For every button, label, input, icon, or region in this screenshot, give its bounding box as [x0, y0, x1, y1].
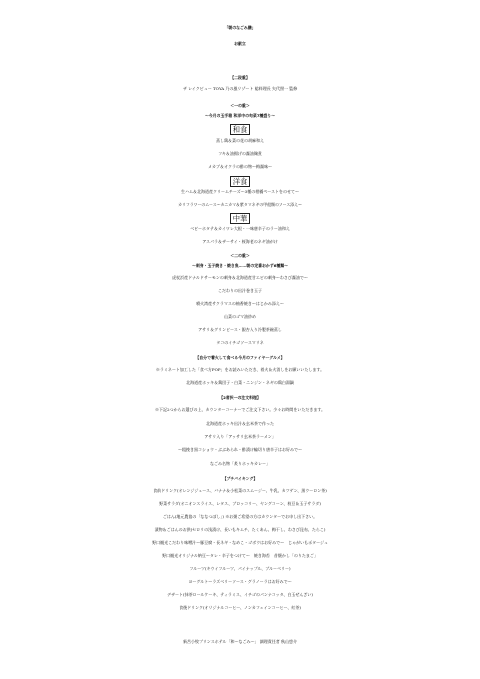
wa-item: メカブ＆オクラの酢の物～梅醤味～ — [208, 164, 272, 169]
nidan-heading: 【二段重】 — [230, 75, 250, 80]
choice-option-1-line1: 北海道産ホッキ出汁＆玄米茶で作った — [206, 421, 274, 426]
ni-item: タコのイチゴソースマリネ — [216, 340, 264, 345]
ni-item: 噴火湾産サクラマスの柚香焼き～はじかみ添え～ — [196, 301, 284, 306]
ni-item: 山菜のゴマ油炒め — [224, 314, 256, 319]
choice-heading: 【2者択一の注文料理】 — [219, 395, 261, 400]
footer-credit: 新苫小牧プリンスホテル「和～なごみ～」 調理責任者 秋山悠介 — [182, 639, 298, 644]
ni-item: 虎杖浜産ドナルドサーモンの刺身＆北海道産甘エビの刺身～わさび醤油で～ — [172, 275, 308, 280]
menu-title-line1: 「朝のなごみ膳」 — [224, 25, 256, 30]
label-chu: 中華 — [230, 213, 251, 224]
wa-item: フキ＆油揚げの醤油麹煮 — [218, 151, 262, 156]
fire-heading: 【自分で着火して食べる今月のファイヤーグルメ】 — [195, 355, 285, 360]
ni-subheading: ～刺身・玉子焼き・焼き魚……朝の定番おかず6種類～ — [191, 263, 289, 268]
chu-item: アスパラ＆ザーサイ・桜海老のネギ油がけ — [202, 239, 278, 244]
petit-item: 食前ドリンク(オレンジジュース、バナナ＆小松菜のスムージー、牛乳、カツゲン、黒ウーロン茶) — [153, 488, 327, 493]
yo-item: カリフラワーのムース～カニカマ＆紫タマネギの甲殻類のソース添え～ — [178, 202, 302, 207]
choice-option-1-line2: アサリ入り「アッサリ玄米茶ラーメン」 — [204, 434, 276, 439]
petit-item: 野口観光オリジナル納豆～タレ・辛子をつけて～ 焼き海苔 昔懐かし「のりたまご」 — [162, 553, 318, 558]
ichi-subheading: ～今月の玉手箱 和洋中の旬菜7種盛り～ — [204, 113, 276, 118]
petit-heading: 【プチバイキング】 — [222, 476, 258, 481]
petit-item: ごはん(地元農協の「ななつぼし」) ※お粥ご希望の方はカウンターでお申し出下さい。 — [162, 514, 318, 519]
petit-item: 野口観光こだわり味噌汁～豚豆腐・長ネギ・なめこ・ゴボウはお好みで～ じゃがいもポタージュ — [152, 540, 328, 545]
petit-item: 漬物＆ごはんのお供(セロリの浅漬け、長いもキムチ、たくあん、梅干し、わさび昆布、たらこ) — [154, 527, 326, 532]
petit-item: ヨーグルト～ラズベリーソース・グラノーラはお好みで～ — [188, 579, 292, 584]
petit-item: フルーツ(キウイフルーツ、パイナップル、ブルーベリー) — [189, 566, 291, 571]
petit-item: 食後ドリンク(オリジナルコーヒー、ノンカフェインコーヒー、紅茶) — [179, 605, 301, 610]
yo-item: 生ハム＆北海道産クリームチーズ～3種の柑橘ペーストをのせて～ — [180, 189, 300, 194]
choice-option-1-line3: ～粗挽き黒コショウ・ぶぶあられ・酢漬け輪切り唐辛子はお好みで～ — [178, 447, 302, 452]
label-yo: 洋食 — [230, 176, 251, 187]
label-wa: 和食 — [230, 124, 251, 135]
ichi-heading: ＜一の重＞ — [230, 103, 250, 108]
fire-item: 北海道産ホッキ＆鶏団子・白菜・ニンジン・ネギの鶏白湯鍋 — [186, 380, 294, 385]
chu-item: ベビーホタテ＆カイワレ大根・一味唐辛子のラー油和え — [190, 226, 290, 231]
label-wa-row — [0, 124, 480, 135]
wa-item: 蒸し鶏＆菜の花の胡麻和え — [216, 138, 264, 143]
supervisor-credit: ザ レイクビュー TOYA 乃の風リゾート 総料理長 矢代照一 監修 — [182, 86, 298, 91]
ni-item: アサリ＆グリンピース・銀杏入り冷製茶碗蒸し — [198, 327, 282, 332]
label-yo-row — [0, 176, 480, 187]
choice-option-2: なごみ名物「炙りホッキカレー」 — [210, 461, 270, 466]
petit-item: 野菜サラダ(オニオンスライス、レタス、ブロッコリー、ヤングコーン、枝豆＆玉子サラダ) — [159, 501, 321, 506]
fire-note: ※ラミネート加工した「食べ方POP」をお読みいただき、着火＆火消しをお願いいたします。 — [155, 367, 325, 372]
menu-title-line2: お献立 — [234, 41, 246, 46]
ni-heading: ＜二の重＞ — [230, 253, 250, 258]
label-chu-row — [0, 213, 480, 224]
petit-item: デザート(抹茶ロールケーキ、ティラミス、イチゴのパンナコッタ、白玉ぜんざい) — [167, 592, 313, 597]
choice-note: ※下記2つからお選びの上、カウンターコーナーでご注文下さい。少々お時間をいただきます。 — [154, 407, 326, 412]
ni-item: こだわりの出汁巻き玉子 — [218, 288, 262, 293]
